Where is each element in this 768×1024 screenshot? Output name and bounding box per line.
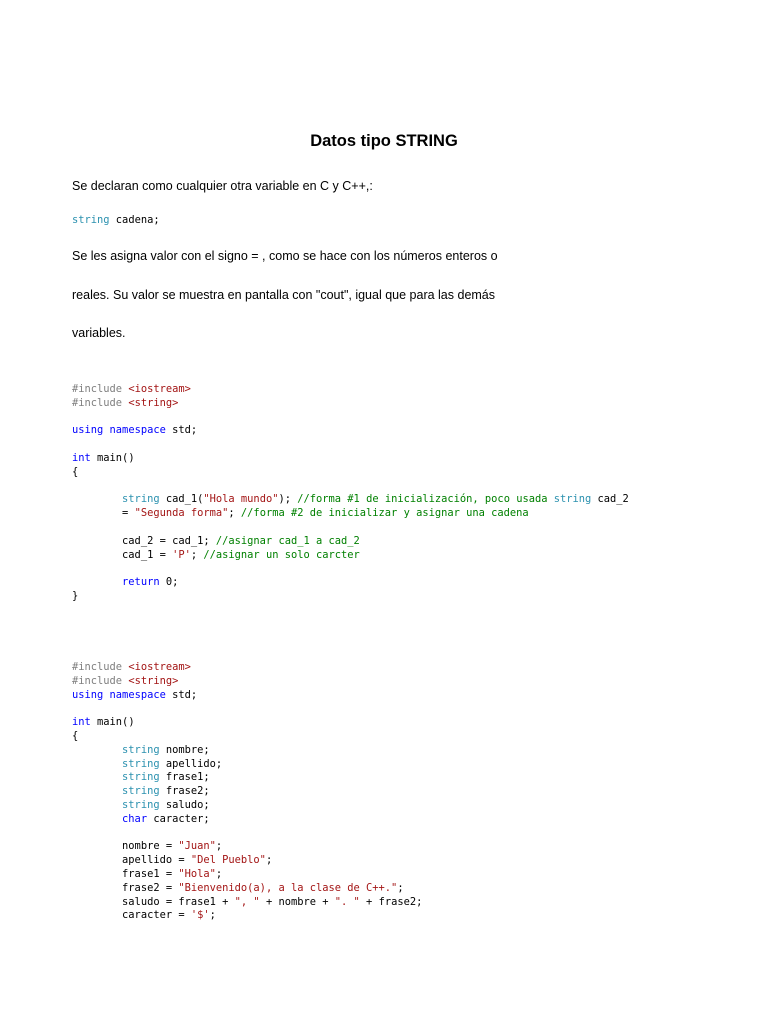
code-preprocessor: #include	[72, 383, 129, 395]
code-line	[72, 758, 422, 772]
code-type-keyword: string	[122, 493, 160, 506]
code-line	[72, 493, 629, 507]
code-line	[72, 438, 629, 452]
code-string: "Bienvenido(a), a la clase de C++."	[178, 881, 398, 894]
code-type-keyword: string	[122, 771, 160, 784]
code-text: 0;	[159, 576, 179, 589]
code-text: + nombre +	[259, 895, 335, 908]
code-text: std;	[165, 688, 198, 701]
code-line	[72, 771, 422, 785]
code-line	[72, 799, 422, 813]
code-line	[72, 576, 629, 590]
code-text: ;	[397, 881, 404, 894]
code-line	[72, 466, 629, 480]
code-comment: //forma #2 de inicializar y asignar una cadena	[240, 507, 529, 520]
code-type-keyword: string	[122, 743, 160, 756]
code-string: "Hola"	[178, 867, 216, 880]
code-line	[72, 507, 629, 521]
code-text: main()	[90, 716, 135, 729]
code-keyword: string	[72, 214, 110, 226]
code-text	[72, 758, 122, 770]
code-text: caracter =	[72, 909, 191, 922]
code-text: saludo;	[159, 798, 210, 811]
code-line	[72, 535, 629, 549]
code-line	[72, 397, 629, 411]
code-text: ;	[265, 854, 273, 867]
code-line	[72, 730, 422, 744]
code-text: {	[72, 729, 79, 742]
code-include-path: <string>	[128, 674, 179, 687]
code-keyword: namespace	[109, 688, 166, 701]
code-comment: //asignar un solo carcter	[203, 548, 360, 561]
code-preprocessor: #include	[72, 661, 129, 673]
code-line	[72, 675, 422, 689]
code-example-1	[72, 383, 629, 604]
code-keyword: using	[72, 688, 104, 701]
code-text: }	[72, 589, 79, 602]
paragraph-assign-1: Se les asigna valor con el signo = , como se hace con los números enteros o	[72, 249, 498, 263]
code-line	[72, 689, 422, 703]
code-text	[72, 785, 122, 797]
code-keyword: return	[122, 576, 160, 589]
code-text: ;	[215, 867, 223, 880]
code-text: frase2;	[159, 785, 210, 798]
code-text: main()	[90, 451, 135, 464]
code-line	[72, 785, 422, 799]
code-line	[72, 521, 629, 535]
code-text: nombre =	[72, 840, 179, 853]
code-string: '$'	[190, 909, 210, 922]
code-keyword: using	[72, 424, 104, 437]
paragraph-assign-2: reales. Su valor se muestra en pantalla con "cout", igual que para las demás	[72, 288, 496, 302]
code-type-keyword: string	[122, 798, 160, 811]
code-text	[72, 493, 122, 505]
code-text: + frase2;	[359, 895, 423, 908]
code-line	[72, 452, 629, 466]
code-type-keyword: string	[122, 757, 160, 770]
code-text	[72, 771, 122, 783]
code-text: apellido =	[72, 854, 191, 867]
code-text	[72, 813, 122, 825]
code-line	[72, 840, 422, 854]
code-text: frase2 =	[72, 881, 179, 894]
code-text: =	[72, 507, 135, 520]
code-keyword: namespace	[109, 424, 166, 437]
code-line	[72, 562, 629, 576]
code-line	[72, 549, 629, 563]
code-text: ;	[190, 548, 204, 561]
code-line	[72, 882, 422, 896]
code-keyword: int	[72, 451, 91, 464]
code-text: caracter;	[147, 812, 210, 825]
code-text	[72, 799, 122, 811]
code-string: 'P'	[172, 548, 191, 561]
code-type-keyword: string	[122, 785, 160, 798]
code-include-path: <iostream>	[128, 383, 191, 395]
paragraph-intro: Se declaran como cualquier otra variable en C y C++,:	[72, 179, 373, 193]
code-line	[72, 480, 629, 494]
code-comment: //asignar cad_1 a cad_2	[215, 534, 360, 547]
code-line	[72, 813, 422, 827]
code-string: "Del Pueblo"	[190, 854, 266, 867]
code-text: ;	[215, 840, 223, 853]
page-title: Datos tipo STRING	[310, 132, 458, 150]
code-string: ", "	[234, 895, 260, 908]
code-line	[72, 424, 629, 438]
code-keyword: int	[72, 716, 91, 729]
code-line	[72, 854, 422, 868]
code-text: );	[278, 493, 298, 506]
code-line	[72, 868, 422, 882]
code-type-keyword: string	[553, 493, 592, 506]
code-comment: //forma #1 de inicialización, poco usada	[297, 493, 554, 506]
code-line	[72, 744, 422, 758]
code-text: frase1 =	[72, 867, 179, 880]
code-text: {	[72, 465, 79, 478]
code-text: ;	[209, 909, 216, 922]
code-text: cad_2	[591, 493, 629, 506]
code-string: "Segunda forma"	[134, 507, 229, 520]
code-line	[72, 411, 629, 425]
code-text: cadena;	[109, 214, 160, 226]
code-text	[72, 744, 122, 756]
paragraph-assign-3: variables.	[72, 326, 126, 340]
code-text: cad_1(	[159, 493, 204, 506]
code-text: cad_2 = cad_1;	[72, 534, 216, 547]
code-include-path: <string>	[128, 396, 179, 409]
inline-code-declaration	[72, 214, 160, 226]
code-text: std;	[165, 424, 198, 437]
code-line	[72, 716, 422, 730]
code-include-path: <iostream>	[128, 661, 191, 673]
code-line	[72, 909, 422, 923]
code-text: frase1;	[159, 771, 210, 784]
code-keyword: char	[122, 812, 148, 825]
code-line	[72, 702, 422, 716]
code-text: cad_1 =	[72, 548, 173, 561]
code-line	[72, 590, 629, 604]
code-text: ;	[228, 507, 241, 520]
code-string: "Juan"	[178, 840, 216, 853]
code-line	[72, 827, 422, 841]
code-string: ". "	[334, 895, 360, 908]
code-text: apellido;	[159, 757, 223, 770]
code-line	[72, 896, 422, 910]
code-line	[72, 661, 422, 675]
code-string: "Hola mundo"	[203, 493, 279, 506]
code-text: nombre;	[159, 743, 210, 756]
code-preprocessor: #include	[72, 674, 129, 687]
code-example-2	[72, 661, 422, 923]
code-text	[72, 576, 122, 588]
code-preprocessor: #include	[72, 396, 129, 409]
code-text: saludo = frase1 +	[72, 895, 235, 908]
code-line	[72, 383, 629, 397]
